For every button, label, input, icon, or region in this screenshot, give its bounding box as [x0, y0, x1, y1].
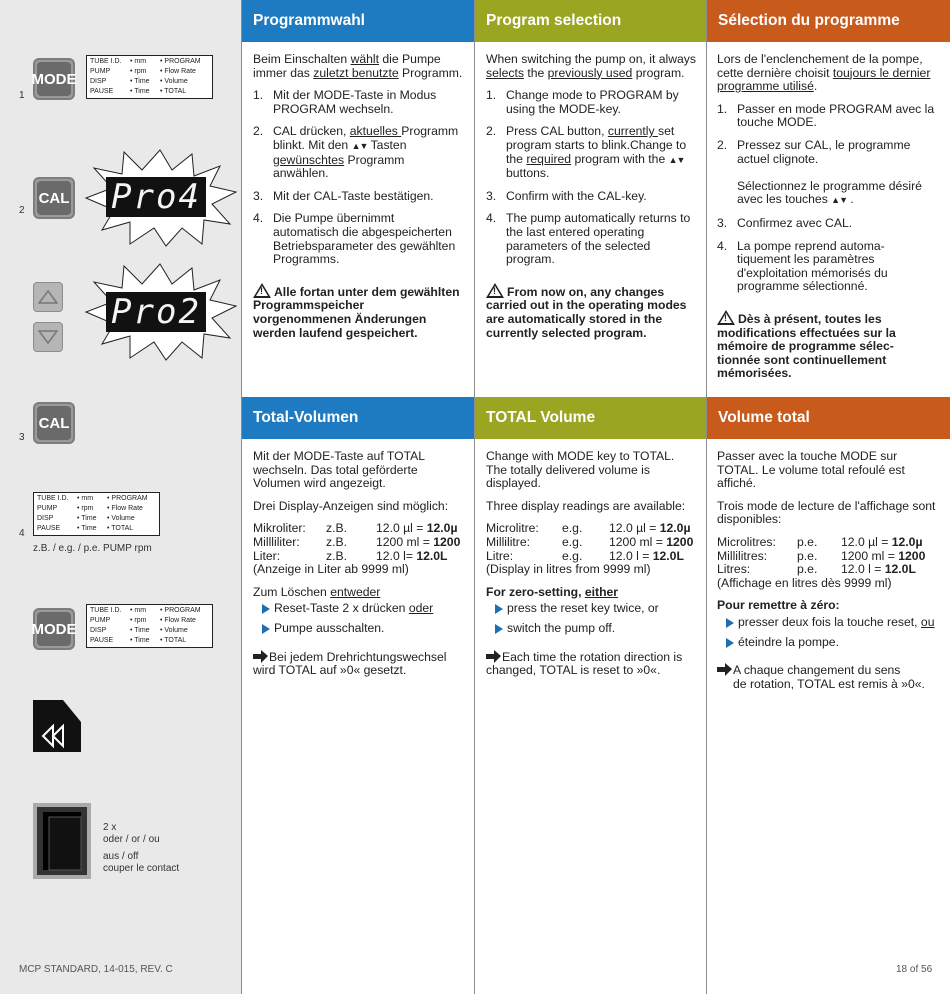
en-step-3: 3. Confirm with the CAL-key.	[486, 188, 647, 203]
power-switch-icon	[33, 803, 91, 879]
en-total-section	[486, 450, 698, 687]
page-number: 18 of 56	[896, 964, 933, 975]
warning-icon	[253, 283, 271, 298]
arrow-right-icon	[717, 667, 726, 672]
header-fr-total: Volume total	[707, 397, 950, 439]
en-intro: When switching the pump on, it always selects the previously used program.	[486, 52, 696, 80]
en-step-1: 1. Change mode to PROGRAM by using the MODE-key.	[486, 88, 679, 116]
header-en-total: TOTAL Volume	[475, 397, 706, 439]
divider	[706, 0, 707, 994]
fr-step-1: 1. Passer en mode PROGRAM avec la touche MODE.	[717, 101, 935, 130]
arrow-right-icon	[486, 654, 495, 659]
header-en-program: Program selection	[475, 0, 706, 42]
lcd-display-pro4: Pro4	[106, 177, 206, 217]
de-bullet-1: Reset-Taste 2 x drücken oder	[253, 602, 465, 616]
header-fr-program: Sélection du programme	[707, 0, 950, 42]
doc-reference: MCP STANDARD, 14-015, REV. C	[19, 964, 173, 975]
de-step-1: 1. Mit der MODE-Taste in Modus PROGRAM wechseln.	[253, 88, 437, 116]
en-bullet-2: switch the pump off.	[486, 622, 698, 636]
warning-icon	[486, 283, 504, 298]
en-volume-table: Microlitre: e.g. 12.0 µl = 12.0µ Millilitre: e.g. 1200 ml = 1200 Litre: e.g. 12.0 l = 12.0L	[486, 521, 694, 563]
off-label: aus / off	[103, 851, 139, 862]
de-bullet-2: Pumpe ausschalten.	[253, 622, 465, 636]
en-total-note: (Display in litres from 9999 ml)	[486, 562, 651, 577]
en-zero-heading: For zero-setting, either	[486, 584, 619, 599]
fr-total-readings: Trois mode de lecture de l'affichage sont disponibles:	[717, 498, 936, 527]
mode-key: MODE	[33, 58, 75, 100]
de-total-note: (Anzeige in Liter ab 9999 ml)	[253, 562, 409, 577]
de-volume-table: Mikroliter: z.B. 12.0 µl = 12.0µ Millliliter: z.B. 1200 ml = 1200 Liter: z.B. 12.0 l= 12.0L	[253, 521, 461, 563]
down-arrow-icon	[38, 330, 58, 344]
divider	[474, 0, 475, 994]
en-program-section	[486, 53, 698, 349]
de-step-4: 4. Die Pumpe übernimmt automatisch die abgespeicherten Betriebsparameter des gewählten Programms.	[253, 211, 456, 267]
mode-display-1: TUBE I.D. • mm • PROGRAM PUMP • rpm • Flow Rate DISP • Time • Volume PAUSE • Time • TOTAL	[86, 55, 213, 99]
step-number: 1	[19, 90, 25, 101]
reset-key-icon	[33, 700, 81, 752]
de-total-readings: Drei Display-Anzeigen sind möglich:	[253, 498, 449, 513]
step-number: 2	[19, 205, 25, 216]
en-direction-note: Each time the rotation direction is changed, TOTAL is reset to »0«.	[486, 649, 683, 678]
en-warning: !From now on, any changes carried out in the operating modes are automatically stored in the currently selected program.	[486, 283, 698, 340]
fr-program-section	[717, 53, 935, 390]
fr-total-section	[717, 450, 937, 700]
de-direction-note: Bei jedem Drehrichtungswechsel wird TOTAL auf »0« gesetzt.	[253, 649, 447, 678]
rpm-display: TUBE I.D. • mm • PROGRAM PUMP • rpm • Flow Rate DISP • Time • Volume PAUSE • Time • TOTAL	[33, 492, 160, 536]
de-step-3: 3. Mit der CAL-Taste bestätigen.	[253, 188, 434, 203]
total-display: TUBE I.D. • mm • PROGRAM PUMP • rpm • Flow Rate DISP • Time • Volume PAUSE • Time • TOTAL	[86, 604, 213, 648]
en-step-2: 2. Press CAL button, currently set program starts to blink.Change to the required program with the ▲▼ buttons.	[486, 124, 687, 181]
de-intro: Beim Einschalten wählt die Pumpe immer das zuletzt benutzte Programm.	[253, 52, 463, 80]
en-total-readings: Three display readings are available:	[486, 498, 686, 513]
off-label-fr: couper le contact	[103, 863, 180, 874]
arrow-right-icon	[253, 654, 262, 659]
de-program-section	[253, 53, 463, 349]
cal-key: CAL	[33, 402, 75, 444]
header-de-program: Programmwahl	[242, 0, 474, 42]
cal-key: CAL	[33, 177, 75, 219]
fr-warning: !Dès à présent, toutes les modifications effectuées sur la mémoire de programme sélec-tionnée sont continuellement mémorisées.	[717, 310, 935, 381]
divider	[241, 0, 242, 994]
de-zero-heading: Zum Löschen entweder	[253, 584, 381, 599]
step-number: 4	[19, 528, 25, 539]
de-total-intro: Mit der MODE-Taste auf TOTAL wechseln. Das total geförderte Volumen wird angezeigt.	[253, 449, 425, 491]
fr-bullet-2: éteindre la pompe.	[717, 636, 937, 650]
fr-intro: Lors de l'enclenchement de la pompe, cette dernière choisit toujours le dernier programme utilisé.	[717, 52, 931, 94]
up-arrow-key	[33, 282, 63, 312]
display-caption: z.B. / e.g. / p.e. PUMP rpm	[33, 543, 152, 554]
en-total-intro: Change with MODE key to TOTAL. The totally delivered volume is displayed.	[486, 449, 675, 491]
warning-icon	[717, 310, 735, 325]
en-step-4: 4. The pump automatically returns to the last entered operating parameters of the selected program.	[486, 211, 691, 267]
fr-bullet-1: presser deux fois la touche reset, ou	[717, 616, 937, 630]
de-step-2: 2. CAL drücken, aktuelles Programm blinkt. Mit den ▲▼ Tasten gewünschtes Programm anwählen.	[253, 124, 459, 181]
mode-key: MODE	[33, 608, 75, 650]
fr-direction-note: A chaque changement du sens de rotation, TOTAL est remis à »0«.	[717, 664, 937, 691]
de-warning: !Alle fortan unter dem gewählten Programmspeicher vorgenommenen Änderungen werden laufend gespeichert.	[253, 283, 463, 340]
press-or: oder / or / ou	[103, 834, 160, 845]
fr-total-note: (Affichage en litres dès 9999 ml)	[717, 575, 892, 590]
header-de-total: Total-Volumen	[242, 397, 474, 439]
de-total-section	[253, 450, 465, 687]
down-arrow-key	[33, 322, 63, 352]
fr-total-intro: Passer avec la touche MODE sur TOTAL. Le volume total refoulé est affiché.	[717, 449, 905, 491]
fr-step-2: 2. Pressez sur CAL, le programme actuel clignote. Sélectionnez le programme désiré avec les touches ▲▼ .	[717, 137, 922, 207]
lcd-display-pro2: Pro2	[106, 292, 206, 332]
up-arrow-icon	[38, 290, 58, 304]
fr-step-3: 3. Confirmez avec CAL.	[717, 215, 853, 230]
fr-zero-heading: Pour remettre à zéro:	[717, 598, 840, 613]
press-count: 2 x	[103, 822, 117, 833]
step-number: 3	[19, 432, 25, 443]
fr-volume-table: Microlitres: p.e. 12.0 µl = 12.0µ Millilitres: p.e. 1200 ml = 1200 Litres: p.e. 12.0 l = 12.0L	[717, 534, 926, 577]
en-bullet-1: press the reset key twice, or	[486, 602, 698, 616]
fr-step-4: 4. La pompe reprend automa-tiquement les paramètres d'exploitation mémorisés du programme sélectionné.	[717, 238, 888, 294]
